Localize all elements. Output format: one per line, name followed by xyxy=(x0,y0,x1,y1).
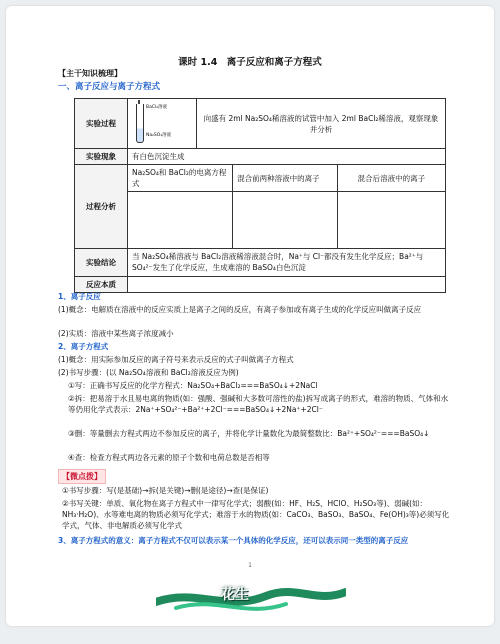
step-split: ②拆：把易溶于水且易电离的物质(如：强酸、强碱和大多数可溶性的盐)拆写成离子的形式，难溶的物质、气体和水等仍用化学式表示：2Na⁺+SO₄²⁻+Ba²⁺+2Cl⁻===BaSO₄↓+2Na⁺+2Cl⁻ xyxy=(68,394,449,414)
diagram-label-bacl2: BaCl₂溶液 xyxy=(146,104,168,110)
part1-heading: 一、离子反应与离子方程式 xyxy=(58,82,161,92)
page-number: 1 xyxy=(248,562,252,569)
apparatus-diagram xyxy=(128,99,197,149)
step-delete: ③删：等量删去方程式两边不参加反应的离子，并将化学计量数化为最简整数比：Ba²⁺+SO₄²⁻===BaSO₄↓ xyxy=(68,429,430,438)
ribbon-decoration-icon xyxy=(156,578,346,618)
item-1-heading: 1、离子反应 xyxy=(58,292,101,301)
tip-key: ②书写关键：单质、氧化物在离子方程式中一律写化学式；弱酸(如：HF、H₂S、HClO、H₂SO₃等)、弱碱(如：NH₃·H₂O)、水等难电离的物质必须写化学式；难溶于水的物质(如：CaCO₃、BaSO₃、BaSO₄、Fe(OH)₃等)必须写化学式，气体、非电解质必须写化学式 xyxy=(62,499,450,530)
conclusion-text: 当 Na₂SO₄稀溶液与 BaCl₂溶液稀溶液混合时，Na⁺与 Cl⁻都没有发生化学反应；Ba²⁺与 SO₄²⁻发生了化学反应，生成难溶的 BaSO₄白色沉淀 xyxy=(128,248,446,276)
phenomenon-label: 实验现象 xyxy=(75,149,128,165)
step-write: ①写：正确书写反应的化学方程式：Na₂SO₄+BaCl₂===BaSO₄↓+2NaCl xyxy=(68,381,318,390)
analysis-col-before: 混合前两种溶液中的离子 xyxy=(233,165,338,192)
conclusion-label: 实验结论 xyxy=(75,248,128,276)
essence-label: 反应本质 xyxy=(75,276,128,292)
item-1-essence: (2)实质：溶液中某些离子浓度减小 xyxy=(58,329,174,338)
test-tube-icon xyxy=(132,102,190,146)
brand-logo: 花生 xyxy=(221,587,249,603)
item-2-steps: (2)书写步骤：(以 Na₂SO₄溶液和 BaCl₂溶液反应为例) xyxy=(58,368,239,377)
exp-process-text: 向盛有 2ml Na₂SO₄稀溶液的试管中加入 2ml BaCl₂稀溶液，观察现象并分析 xyxy=(197,99,446,149)
item-2-heading: 2、离子方程式 xyxy=(58,342,109,351)
item-2-concept: (1)概念：用实际参加反应的离子符号来表示反应的式子叫做离子方程式 xyxy=(58,355,294,364)
analysis-col-after: 混合后溶液中的离子 xyxy=(337,165,445,192)
experiment-table xyxy=(74,98,446,293)
tip-badge: 【微点拨】 xyxy=(58,469,106,484)
item-1-concept: (1)概念：电解质在溶液中的反应实质上是离子之间的反应，有离子参加或有离子生成的化学反应叫做离子反应 xyxy=(58,305,422,314)
tip-steps: ①书写步骤：写(是基础)→拆(是关键)→删(是途径)→查(是保证) xyxy=(62,486,269,495)
step-check: ④查：检查方程式两边各元素的原子个数和电荷总数是否相等 xyxy=(68,453,270,462)
analysis-label: 过程分析 xyxy=(75,165,128,249)
document-page xyxy=(6,6,494,626)
diagram-label-na2so4: Na₂SO₄溶液 xyxy=(146,132,172,138)
exp-process-label: 实验过程 xyxy=(75,99,128,149)
brand-footer xyxy=(6,574,494,626)
item-3-meaning: 3、离子方程式的意义：离子方程式不仅可以表示某一个具体的化学反应，还可以表示同一类型的离子反应 xyxy=(58,536,409,545)
page-title: 课时 1.4 离子反应和离子方程式 xyxy=(178,57,322,68)
phenomenon-text: 有白色沉淀生成 xyxy=(128,149,446,165)
analysis-col-ionization: Na₂SO₄和 BaCl₂的电离方程式 xyxy=(128,165,233,192)
section-label: 【主干知识梳理】 xyxy=(58,69,122,78)
